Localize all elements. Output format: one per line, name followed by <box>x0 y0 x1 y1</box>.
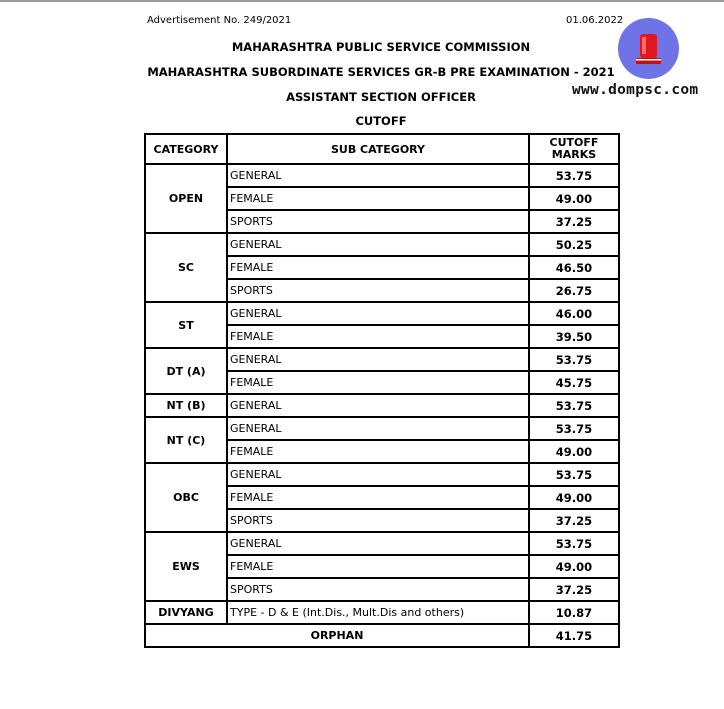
subcategory-cell: GENERAL <box>227 532 529 555</box>
column-header-category: CATEGORY <box>145 134 227 164</box>
commission-title: MAHARASHTRA PUBLIC SERVICE COMMISSION <box>231 40 531 54</box>
table-row <box>145 164 619 187</box>
subcategory-cell: GENERAL <box>227 233 529 256</box>
subcategory-cell: GENERAL <box>227 394 529 417</box>
subcategory-cell: FEMALE <box>227 187 529 210</box>
subcategory-cell: SPORTS <box>227 210 529 233</box>
subcategory-cell: SPORTS <box>227 279 529 302</box>
cutoff-marks-cell: 50.25 <box>529 233 619 256</box>
subcategory-cell: GENERAL <box>227 164 529 187</box>
subcategory-cell: TYPE - D & E (Int.Dis., Mult.Dis and others) <box>227 601 529 624</box>
subcategory-cell: GENERAL <box>227 463 529 486</box>
cutoff-marks-cell: 26.75 <box>529 279 619 302</box>
category-cell: SC <box>145 233 227 302</box>
subcategory-cell: GENERAL <box>227 417 529 440</box>
cutoff-title: CUTOFF <box>355 114 407 128</box>
cutoff-marks-cell: 45.75 <box>529 371 619 394</box>
table-row <box>145 601 619 624</box>
cutoff-marks-cell: 37.25 <box>529 210 619 233</box>
viewer-top-border <box>0 0 724 2</box>
category-cell: ORPHAN <box>145 624 529 647</box>
category-cell: EWS <box>145 532 227 601</box>
cutoff-marks-cell: 53.75 <box>529 164 619 187</box>
category-cell: OBC <box>145 463 227 532</box>
exam-title: MAHARASHTRA SUBORDINATE SERVICES GR-B PRE EXAMINATION - 2021 <box>147 65 615 79</box>
subcategory-cell: GENERAL <box>227 348 529 371</box>
post-title: ASSISTANT SECTION OFFICER <box>286 90 476 104</box>
cutoff-marks-cell: 41.75 <box>529 624 619 647</box>
cutoff-marks-cell: 53.75 <box>529 417 619 440</box>
table-row <box>145 233 619 256</box>
category-cell: DIVYANG <box>145 601 227 624</box>
document-date: 01.06.2022 <box>566 15 624 26</box>
cutoff-table <box>144 133 620 648</box>
cutoff-marks-cell: 37.25 <box>529 509 619 532</box>
subcategory-cell: FEMALE <box>227 256 529 279</box>
advertisement-number: Advertisement No. 249/2021 <box>147 15 292 26</box>
cutoff-marks-cell: 53.75 <box>529 532 619 555</box>
subcategory-cell: FEMALE <box>227 555 529 578</box>
cutoff-marks-cell: 49.00 <box>529 486 619 509</box>
table-row <box>145 463 619 486</box>
category-cell: DT (A) <box>145 348 227 394</box>
cutoff-marks-cell: 49.00 <box>529 555 619 578</box>
table-row <box>145 302 619 325</box>
cutoff-marks-cell: 53.75 <box>529 463 619 486</box>
table-row <box>145 348 619 371</box>
column-header-cutoff-marks: CUTOFF MARKS <box>529 134 619 164</box>
cutoff-marks-cell: 46.50 <box>529 256 619 279</box>
category-cell: NT (C) <box>145 417 227 463</box>
cutoff-marks-cell: 10.87 <box>529 601 619 624</box>
subcategory-cell: FEMALE <box>227 486 529 509</box>
cutoff-marks-cell: 53.75 <box>529 348 619 371</box>
cutoff-marks-cell: 53.75 <box>529 394 619 417</box>
table-row <box>145 624 619 647</box>
watermark-site: www.dompsc.com <box>572 82 699 98</box>
table-body <box>145 164 619 647</box>
subcategory-cell: FEMALE <box>227 371 529 394</box>
subcategory-cell: SPORTS <box>227 509 529 532</box>
table-row <box>145 532 619 555</box>
category-cell: NT (B) <box>145 394 227 417</box>
category-cell: ST <box>145 302 227 348</box>
subcategory-cell: FEMALE <box>227 440 529 463</box>
table-header-row <box>145 134 619 164</box>
cutoff-marks-cell: 39.50 <box>529 325 619 348</box>
siren-icon <box>618 18 679 79</box>
table-row <box>145 417 619 440</box>
cutoff-marks-cell: 46.00 <box>529 302 619 325</box>
cutoff-marks-cell: 37.25 <box>529 578 619 601</box>
column-header-subcategory: SUB CATEGORY <box>227 134 529 164</box>
cutoff-marks-cell: 49.00 <box>529 187 619 210</box>
cutoff-marks-cell: 49.00 <box>529 440 619 463</box>
category-cell: OPEN <box>145 164 227 233</box>
subcategory-cell: FEMALE <box>227 325 529 348</box>
subcategory-cell: GENERAL <box>227 302 529 325</box>
subcategory-cell: SPORTS <box>227 578 529 601</box>
table-row <box>145 394 619 417</box>
